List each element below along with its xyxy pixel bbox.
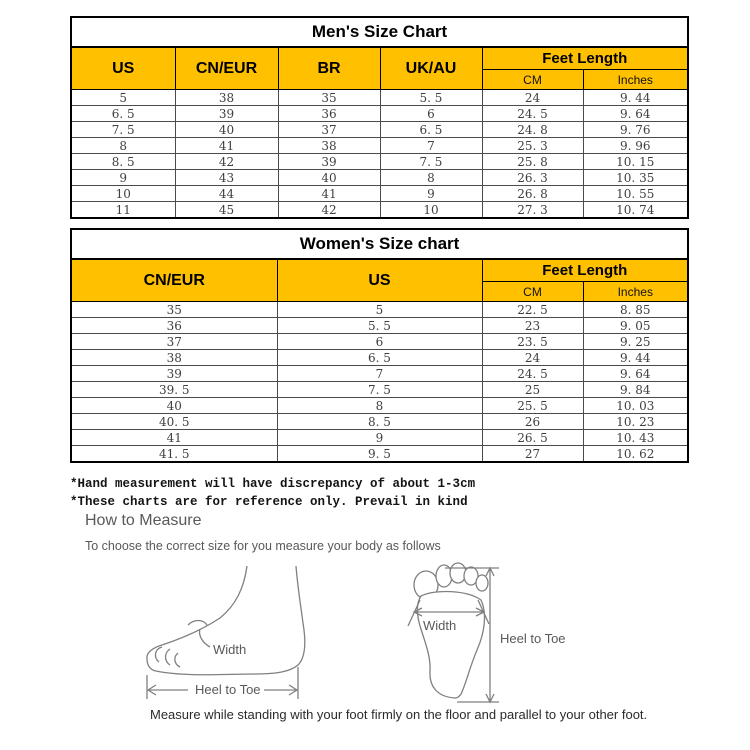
- size-cell: 39: [278, 154, 380, 170]
- size-cell: 24. 8: [482, 122, 583, 138]
- size-cell: 10: [71, 186, 175, 202]
- size-cell: 7. 5: [277, 382, 482, 398]
- size-cell: 27: [482, 446, 583, 463]
- size-cell: 9. 5: [277, 446, 482, 463]
- size-cell: 44: [175, 186, 278, 202]
- size-cell: 41. 5: [71, 446, 277, 463]
- size-cell: 23. 5: [482, 334, 583, 350]
- table-row: [71, 382, 688, 398]
- size-cell: 9. 84: [583, 382, 688, 398]
- table-row: [71, 202, 688, 219]
- size-cell: 38: [71, 350, 277, 366]
- size-cell: 24. 5: [482, 366, 583, 382]
- size-cell: 38: [175, 90, 278, 106]
- foot-side-view-diagram: [140, 563, 325, 705]
- size-cell: 6: [277, 334, 482, 350]
- size-cell: 10. 55: [583, 186, 688, 202]
- size-cell: 10. 35: [583, 170, 688, 186]
- third-toe: [450, 563, 466, 583]
- note-reference-only: *These charts are for reference only. Prevail in kind: [70, 495, 468, 509]
- size-cell: 36: [71, 318, 277, 334]
- mens-col-header-us: US: [71, 47, 175, 90]
- size-cell: 40: [71, 398, 277, 414]
- size-cell: 22. 5: [482, 302, 583, 318]
- sole-heel-to-toe-label: Heel to Toe: [500, 631, 566, 646]
- table-row: [71, 122, 688, 138]
- size-cell: 9. 96: [583, 138, 688, 154]
- table-row: [71, 302, 688, 318]
- size-cell: 8. 5: [71, 154, 175, 170]
- mens-col-header-br: BR: [278, 47, 380, 90]
- size-cell: 8. 5: [277, 414, 482, 430]
- table-row: [71, 170, 688, 186]
- size-cell: 8. 85: [583, 302, 688, 318]
- size-cell: 39: [175, 106, 278, 122]
- size-cell: 26. 5: [482, 430, 583, 446]
- womens-feet-length-header: Feet Length: [482, 259, 688, 282]
- size-cell: 10. 15: [583, 154, 688, 170]
- pinky-toe: [476, 575, 488, 591]
- size-cell: 35: [71, 302, 277, 318]
- how-to-measure-heading: How to Measure: [85, 512, 202, 529]
- size-cell: 43: [175, 170, 278, 186]
- size-cell: 42: [278, 202, 380, 219]
- note-hand-measurement: *Hand measurement will have discrepancy of about 1-3cm: [70, 477, 476, 491]
- size-cell: 7. 5: [380, 154, 482, 170]
- size-cell: 40. 5: [71, 414, 277, 430]
- womens-size-chart-table: [70, 228, 689, 463]
- womens-subheader-inches: Inches: [583, 282, 688, 302]
- size-cell: 8: [71, 138, 175, 154]
- table-row: [71, 106, 688, 122]
- size-cell: 9. 44: [583, 350, 688, 366]
- size-cell: 10. 03: [583, 398, 688, 414]
- size-cell: 9: [277, 430, 482, 446]
- size-cell: 38: [278, 138, 380, 154]
- size-cell: 41: [278, 186, 380, 202]
- size-cell: 41: [71, 430, 277, 446]
- size-cell: 10. 74: [583, 202, 688, 219]
- size-cell: 24. 5: [482, 106, 583, 122]
- size-cell: 5: [71, 90, 175, 106]
- size-cell: 10. 23: [583, 414, 688, 430]
- foot-sole-view-diagram: [393, 556, 628, 708]
- size-cell: 25: [482, 382, 583, 398]
- size-cell: 6. 5: [277, 350, 482, 366]
- mens-col-header-cn-eur: CN/EUR: [175, 47, 278, 90]
- size-cell: 8: [380, 170, 482, 186]
- size-cell: 41: [175, 138, 278, 154]
- side-width-label: Width: [213, 642, 247, 657]
- womens-col-header-us: US: [277, 259, 482, 302]
- size-cell: 6: [380, 106, 482, 122]
- size-cell: 39. 5: [71, 382, 277, 398]
- size-cell: 42: [175, 154, 278, 170]
- size-cell: 25. 5: [482, 398, 583, 414]
- size-cell: 5. 5: [277, 318, 482, 334]
- table-row: [71, 446, 688, 463]
- size-cell: 40: [175, 122, 278, 138]
- size-cell: 37: [278, 122, 380, 138]
- size-cell: 6. 5: [380, 122, 482, 138]
- size-cell: 8: [277, 398, 482, 414]
- size-cell: 10. 62: [583, 446, 688, 463]
- sole-width-label: Width: [423, 618, 457, 633]
- mens-chart-body: [71, 90, 688, 219]
- size-cell: 9: [380, 186, 482, 202]
- size-cell: 7: [380, 138, 482, 154]
- size-cell: 9. 64: [583, 366, 688, 382]
- table-row: [71, 186, 688, 202]
- size-cell: 35: [278, 90, 380, 106]
- size-cell: 26. 3: [482, 170, 583, 186]
- table-row: [71, 366, 688, 382]
- foot-sole-outline: [417, 591, 484, 698]
- size-cell: 9. 64: [583, 106, 688, 122]
- size-cell: 9. 25: [583, 334, 688, 350]
- size-cell: 37: [71, 334, 277, 350]
- size-cell: 6. 5: [71, 106, 175, 122]
- instep-arc: [188, 621, 207, 626]
- table-row: [71, 90, 688, 106]
- mens-subheader-inches: Inches: [583, 70, 688, 90]
- table-row: [71, 138, 688, 154]
- mens-size-chart-table: [70, 16, 689, 219]
- size-cell: 39: [71, 366, 277, 382]
- size-cell: 7. 5: [71, 122, 175, 138]
- size-cell: 7: [277, 366, 482, 382]
- size-cell: 36: [278, 106, 380, 122]
- table-row: [71, 350, 688, 366]
- table-row: [71, 414, 688, 430]
- womens-chart-body: [71, 302, 688, 463]
- size-cell: 9. 76: [583, 122, 688, 138]
- table-row: [71, 334, 688, 350]
- size-cell: 24: [482, 350, 583, 366]
- size-cell: 9. 44: [583, 90, 688, 106]
- size-cell: 26: [482, 414, 583, 430]
- size-cell: 23: [482, 318, 583, 334]
- mens-feet-length-header: Feet Length: [482, 47, 688, 70]
- size-cell: 26. 8: [482, 186, 583, 202]
- size-cell: 9: [71, 170, 175, 186]
- size-cell: 40: [278, 170, 380, 186]
- womens-subheader-cm: CM: [482, 282, 583, 302]
- size-cell: 10: [380, 202, 482, 219]
- foot-side-outline: [147, 566, 305, 675]
- mens-col-header-uk-au: UK/AU: [380, 47, 482, 90]
- table-row: [71, 430, 688, 446]
- size-cell: 45: [175, 202, 278, 219]
- toe-lines: [155, 647, 180, 667]
- size-cell: 5. 5: [380, 90, 482, 106]
- side-heel-to-toe-label: Heel to Toe: [195, 682, 261, 697]
- size-cell: 25. 3: [482, 138, 583, 154]
- how-to-measure-subtext: To choose the correct size for you measure your body as follows: [85, 539, 441, 553]
- mens-chart-title: Men's Size Chart: [71, 17, 688, 47]
- size-cell: 10. 43: [583, 430, 688, 446]
- size-cell: 5: [277, 302, 482, 318]
- womens-chart-title: Women's Size chart: [71, 229, 688, 259]
- mens-subheader-cm: CM: [482, 70, 583, 90]
- size-cell: 24: [482, 90, 583, 106]
- table-row: [71, 318, 688, 334]
- womens-col-header-cn-eur: CN/EUR: [71, 259, 277, 302]
- size-cell: 11: [71, 202, 175, 219]
- width-pointer-line: [200, 629, 210, 647]
- size-cell: 25. 8: [482, 154, 583, 170]
- size-cell: 27. 3: [482, 202, 583, 219]
- disclaimer-notes: [70, 475, 475, 511]
- size-cell: 9. 05: [583, 318, 688, 334]
- measure-instruction-footer: Measure while standing with your foot firmly on the floor and parallel to your other foot.: [150, 707, 648, 722]
- table-row: [71, 154, 688, 170]
- table-row: [71, 398, 688, 414]
